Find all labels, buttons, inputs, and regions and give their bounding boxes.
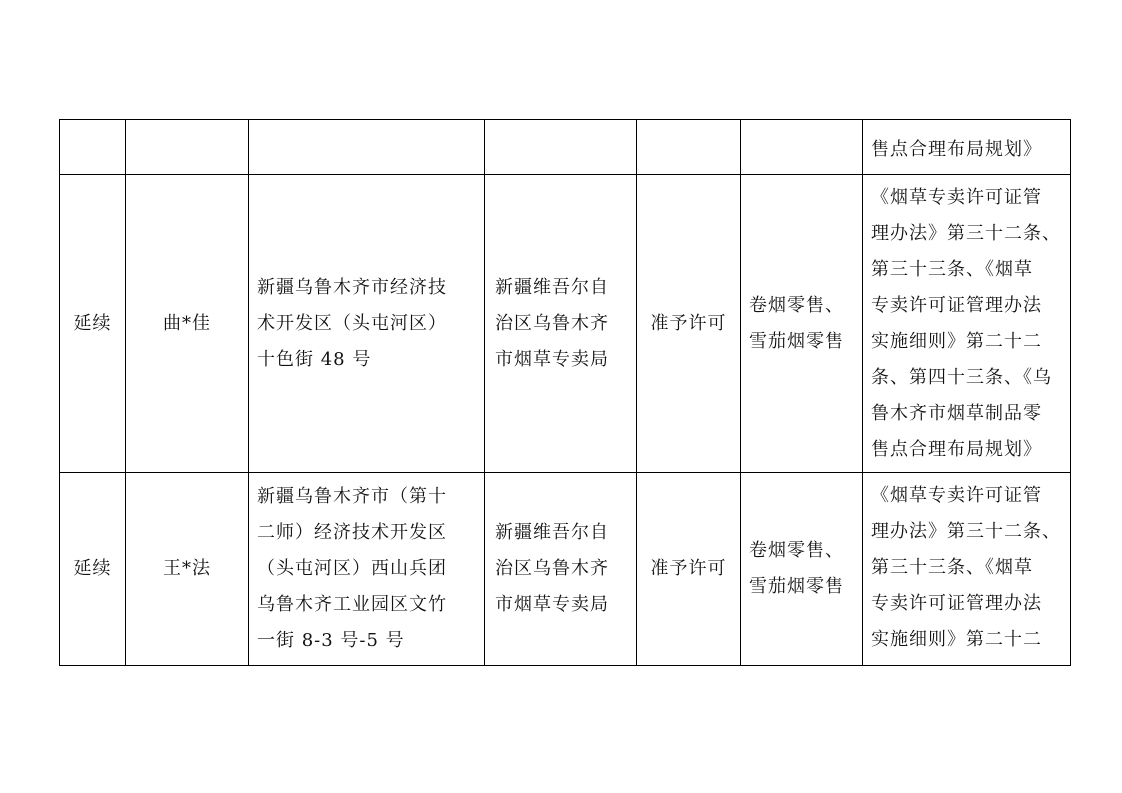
legal-basis-cell (863, 175, 1071, 473)
text-line: 乌鲁木齐工业园区文竹 (257, 594, 447, 615)
table-cell (60, 120, 126, 175)
text-line: 新疆维吾尔自 (495, 276, 609, 298)
text-line: 专卖许可证管理办法 (871, 294, 1042, 316)
text-line: 实施细则》第二十二 (871, 330, 1042, 352)
text-line: 理办法》第三十二条、 (871, 222, 1061, 244)
text-line: （头屯河区）西山兵团 (257, 558, 447, 579)
license-type-cell: 延续 (60, 175, 126, 473)
text-line: 鲁木齐市烟草制品零 (871, 402, 1042, 424)
text-line: 《烟草专卖许可证管 (871, 186, 1042, 208)
text-line: 术开发区（头屯河区） (257, 312, 447, 334)
license-type-cell: 延续 (60, 473, 126, 666)
license-table (59, 119, 1071, 666)
scope-cell (741, 175, 863, 473)
text-line: 治区乌鲁木齐 (495, 558, 609, 579)
text-line: 第三十三条、《烟草 (871, 557, 1033, 578)
text-line: 条、第四十三条、《乌 (871, 366, 1052, 388)
text-line: 雪茄烟零售 (749, 576, 844, 597)
table-cell (741, 120, 863, 175)
text-line: 雪茄烟零售 (749, 330, 844, 352)
text-line: 治区乌鲁木齐 (495, 312, 609, 334)
text-line: 新疆乌鲁木齐市经济技 (257, 276, 447, 298)
authority-cell (485, 175, 637, 473)
text-line: 卷烟零售、 (749, 540, 844, 561)
table-row (60, 120, 1071, 175)
table-row (60, 175, 1071, 473)
text-line: 售点合理布局规划》 (871, 438, 1042, 460)
text-line: 一街 8-3 号-5 号 (257, 630, 405, 651)
text-line: 卷烟零售、 (749, 294, 844, 316)
table-cell (249, 120, 485, 175)
text-line: 理办法》第三十二条、 (871, 521, 1061, 542)
address-cell (249, 473, 485, 666)
applicant-name-cell: 曲*佳 (126, 175, 249, 473)
table-cell (126, 120, 249, 175)
text-line: 新疆维吾尔自 (495, 522, 609, 543)
text-line: 实施细则》第二十二 (871, 629, 1042, 650)
text-line: 二师）经济技术开发区 (257, 522, 447, 543)
decision-cell: 准予许可 (637, 473, 741, 666)
applicant-name-cell: 王*法 (126, 473, 249, 666)
address-cell (249, 175, 485, 473)
text-line: 专卖许可证管理办法 (871, 593, 1042, 614)
table-cell (485, 120, 637, 175)
text-line: 新疆乌鲁木齐市（第十 (257, 486, 447, 507)
table-row (60, 473, 1071, 666)
text-line: 第三十三条、《烟草 (871, 258, 1033, 280)
text-line: 十色街 48 号 (257, 348, 372, 370)
authority-cell (485, 473, 637, 666)
text-line: 市烟草专卖局 (495, 348, 609, 370)
scope-cell (741, 473, 863, 666)
text-line: 市烟草专卖局 (495, 594, 609, 615)
legal-basis-cell (863, 120, 1071, 175)
decision-cell: 准予许可 (637, 175, 741, 473)
legal-basis-cell (863, 473, 1071, 666)
text-line: 售点合理布局规划》 (871, 139, 1042, 160)
table-cell (637, 120, 741, 175)
text-line: 《烟草专卖许可证管 (871, 485, 1042, 506)
